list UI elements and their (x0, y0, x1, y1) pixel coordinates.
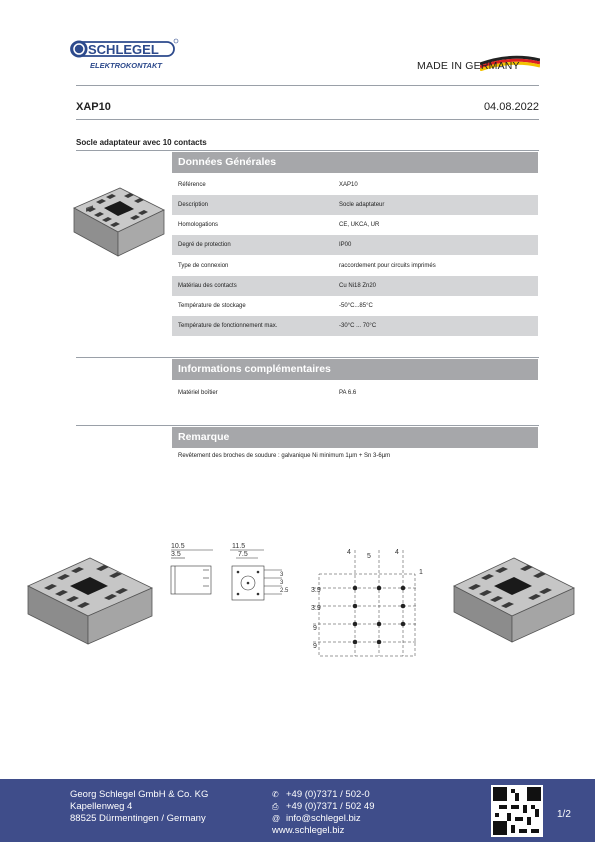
dim-label: 3.9 (311, 605, 321, 612)
contact-block (272, 789, 374, 837)
company-street: Kapellenweg 4 (70, 801, 133, 812)
section-heading-additional: Informations complémentaires (172, 359, 538, 380)
row-value: -50°C...85°C (339, 303, 373, 309)
row-value: CE, UKCA, UR (339, 222, 380, 228)
dim-label: 3 (280, 580, 284, 586)
row-label: Type de connexion (178, 263, 229, 269)
company-name: Georg Schlegel GmbH & Co. KG (70, 789, 209, 800)
data-row (172, 215, 538, 235)
row-value: Cu Ni18 Zn20 (339, 283, 377, 289)
dim-label: 1 (419, 569, 423, 576)
product-image-left (26, 548, 154, 646)
data-row (172, 256, 538, 276)
row-label: Matériel boîtier (178, 390, 218, 396)
company-address (70, 789, 208, 825)
page-number: 1/2 (557, 809, 571, 820)
footprint-drawing (305, 540, 431, 660)
data-row (172, 195, 538, 215)
row-value: -30°C ... 70°C (339, 323, 377, 329)
email-link[interactable]: info@schlegel.biz (286, 813, 361, 824)
dim-label: 3 (280, 572, 284, 578)
row-label: Degré de protection (178, 242, 231, 248)
section-divider-remark (76, 425, 539, 426)
svg-text:SCHLEGEL: SCHLEGEL (88, 42, 159, 57)
header-divider (76, 85, 539, 86)
row-value: PA 6.6 (339, 390, 357, 396)
dim-label: 3.5 (171, 551, 181, 558)
product-image-right (452, 548, 576, 644)
footer (0, 779, 595, 842)
row-label: Description (178, 202, 209, 208)
dim-label: 4 (395, 549, 399, 556)
svg-text:ELEKTROKONTAKT: ELEKTROKONTAKT (90, 61, 162, 70)
row-label: Température de fonctionnement max. (178, 323, 278, 329)
phone-number[interactable]: +49 (0)7371 / 502-0 (286, 789, 370, 800)
title-divider (76, 119, 539, 120)
phone-icon: ✆ (272, 790, 279, 799)
data-row (172, 296, 538, 316)
dim-label: 5 (367, 553, 371, 560)
product-subtitle: Socle adaptateur avec 10 contacts (76, 138, 207, 147)
dim-label: 9 (313, 643, 317, 650)
section-heading-general: Données Générales (172, 152, 538, 173)
data-row (172, 175, 538, 195)
fax-icon: ⎙ (272, 802, 279, 811)
row-label: Température de stockage (178, 303, 246, 309)
row-value: XAP10 (339, 182, 358, 188)
dim-label: 3.9 (311, 587, 321, 594)
company-city: 88525 Dürmentingen / Germany (70, 813, 206, 824)
side-view-drawing (165, 540, 221, 600)
email-icon: @ (272, 814, 281, 823)
row-value: raccordement pour circuits imprimés (339, 263, 436, 269)
fax-number: +49 (0)7371 / 502 49 (286, 801, 375, 812)
section-divider-additional (76, 357, 539, 358)
data-row (172, 383, 538, 403)
product-image (72, 180, 166, 258)
data-row (172, 316, 538, 336)
dim-label: 4 (347, 549, 351, 556)
data-row (172, 276, 538, 296)
dim-label: 10.5 (171, 543, 185, 550)
row-value: IP00 (339, 242, 352, 248)
made-in-label: MADE IN GERMANY (417, 60, 520, 72)
document-date: 04.08.2022 (483, 101, 539, 113)
remark-text: Revêtement des broches de soudure : galvanique Ni minimum 1µm + Sn 3-6µm (178, 453, 391, 459)
row-label: Référence (178, 182, 206, 188)
row-value: Socle adaptateur (339, 202, 385, 208)
row-label: Matériau des contacts (178, 283, 237, 289)
row-label: Homologations (178, 222, 219, 228)
section-divider-general (76, 150, 539, 151)
section-heading-remark: Remarque (172, 427, 538, 448)
qr-code[interactable] (491, 785, 543, 837)
data-row (172, 235, 538, 255)
top-view-drawing (224, 540, 290, 610)
dim-label: 9 (313, 625, 317, 632)
schlegel-logo (70, 38, 180, 72)
website-link[interactable]: www.schlegel.biz (272, 825, 345, 836)
product-code: XAP10 (76, 101, 111, 113)
dim-label: 11.5 (232, 543, 246, 550)
dim-label: 2.5 (280, 588, 289, 594)
dim-label: 7.5 (238, 551, 248, 558)
